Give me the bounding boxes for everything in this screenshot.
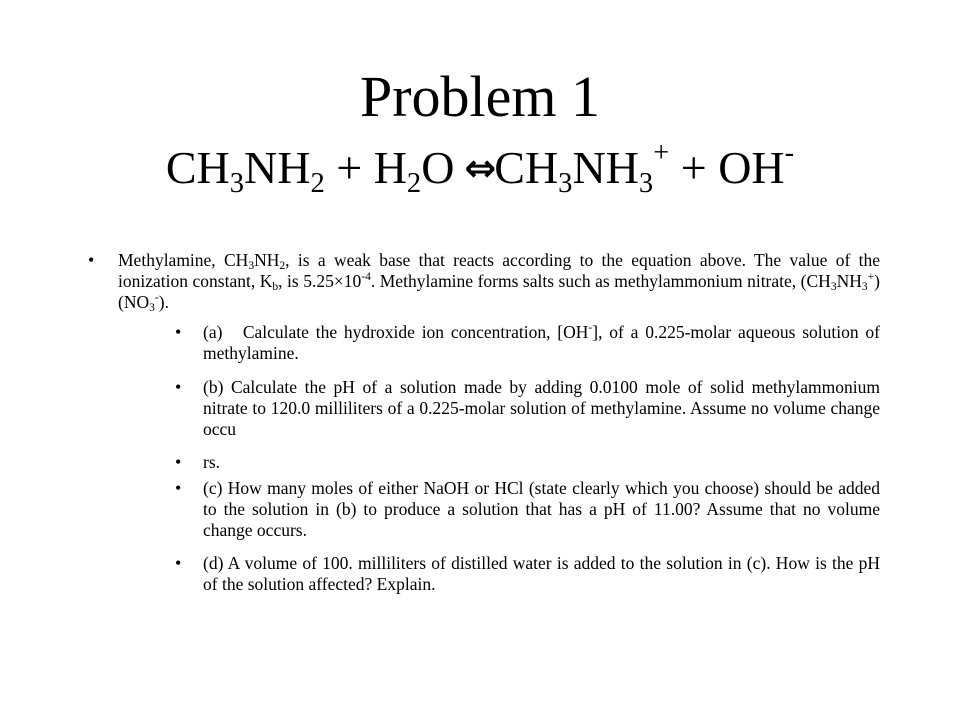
eq-oh: OH [718,142,785,193]
eq-ch-1: CH [165,142,230,193]
item-a-text: (a) Calculate the hydroxide ion concentration, [OH [203,322,589,342]
item-b-continuation: rs. [203,452,221,472]
slide-title: Problem 1 [359,64,601,129]
eq-plus: + [669,142,719,193]
superscript: + [867,271,875,284]
bullet-icon: • [88,250,95,270]
superscript: - [588,322,593,335]
intro-text: )(NO [118,271,880,312]
chemical-equation [0,138,960,198]
item-b: (b) Calculate the pH of a solution made by adding 0.0100 mole of solid methylammonium nitrate to 120.0 milliliters of a 0.225-molar solution of methylamine. Assume no volume change occu [203,377,880,439]
eq-subscript: 2 [310,168,325,200]
eq-charge: + [653,137,670,169]
subscript: 3 [248,260,255,273]
eq-subscript: 2 [406,168,422,200]
item-c: (c) How many moles of either NaOH or HCl (state clearly which you choose) should be added to the solution in (b) to produce a solution that has a pH of 11.00? Assume that no volume change occurs. [203,478,880,540]
intro-text: , is 5.25 [278,271,334,291]
eq-charge: - [784,137,795,169]
intro-text: , is a weak base that reacts according to the equation above. The value of the ionization constant, K [118,250,880,291]
bullet-icon: • [175,322,182,342]
eq-subscript: 3 [638,168,654,200]
bullet-icon: • [175,553,182,573]
intro-text: . Methylamine forms salts such as methylammonium nitrate, (CH [370,271,831,291]
eq-subscript: 3 [229,168,245,200]
item-d: (d) A volume of 100. milliliters of distilled water is added to the solution in (c). How is the pH of the solution affected? Explain. [203,553,880,594]
bullet-icon: • [175,452,182,472]
intro-text: Methylamine, CH [118,250,249,270]
eq-subscript: 3 [558,168,573,200]
eq-nh-1: NH [244,142,311,193]
bullet-icon: • [175,478,182,498]
superscript: -4 [361,271,371,284]
bullet-icon: • [175,377,182,397]
eq-o: O [421,142,455,193]
intro-text: NH [836,271,862,291]
subscript: b [272,281,279,294]
subscript: 3 [830,281,837,294]
times-symbol: × [333,271,344,291]
subscript: 3 [861,281,868,294]
equilibrium-arrow-icon: ⇔ [464,146,497,190]
eq-nh-2: NH [572,142,639,193]
item-a [203,322,880,364]
eq-plus: + [324,142,374,193]
intro-paragraph [118,250,880,313]
subscript: 3 [149,302,155,315]
eq-ch-2: CH [494,142,559,193]
item-a-text: ], of a 0.225-molar aqueous solution of methylamine. [203,322,880,363]
subscript: 2 [279,260,286,273]
eq-h: H [373,142,407,193]
intro-text: 10 [343,271,362,291]
intro-text: ). [158,292,169,312]
superscript: - [154,292,159,305]
intro-text: NH [254,250,280,270]
